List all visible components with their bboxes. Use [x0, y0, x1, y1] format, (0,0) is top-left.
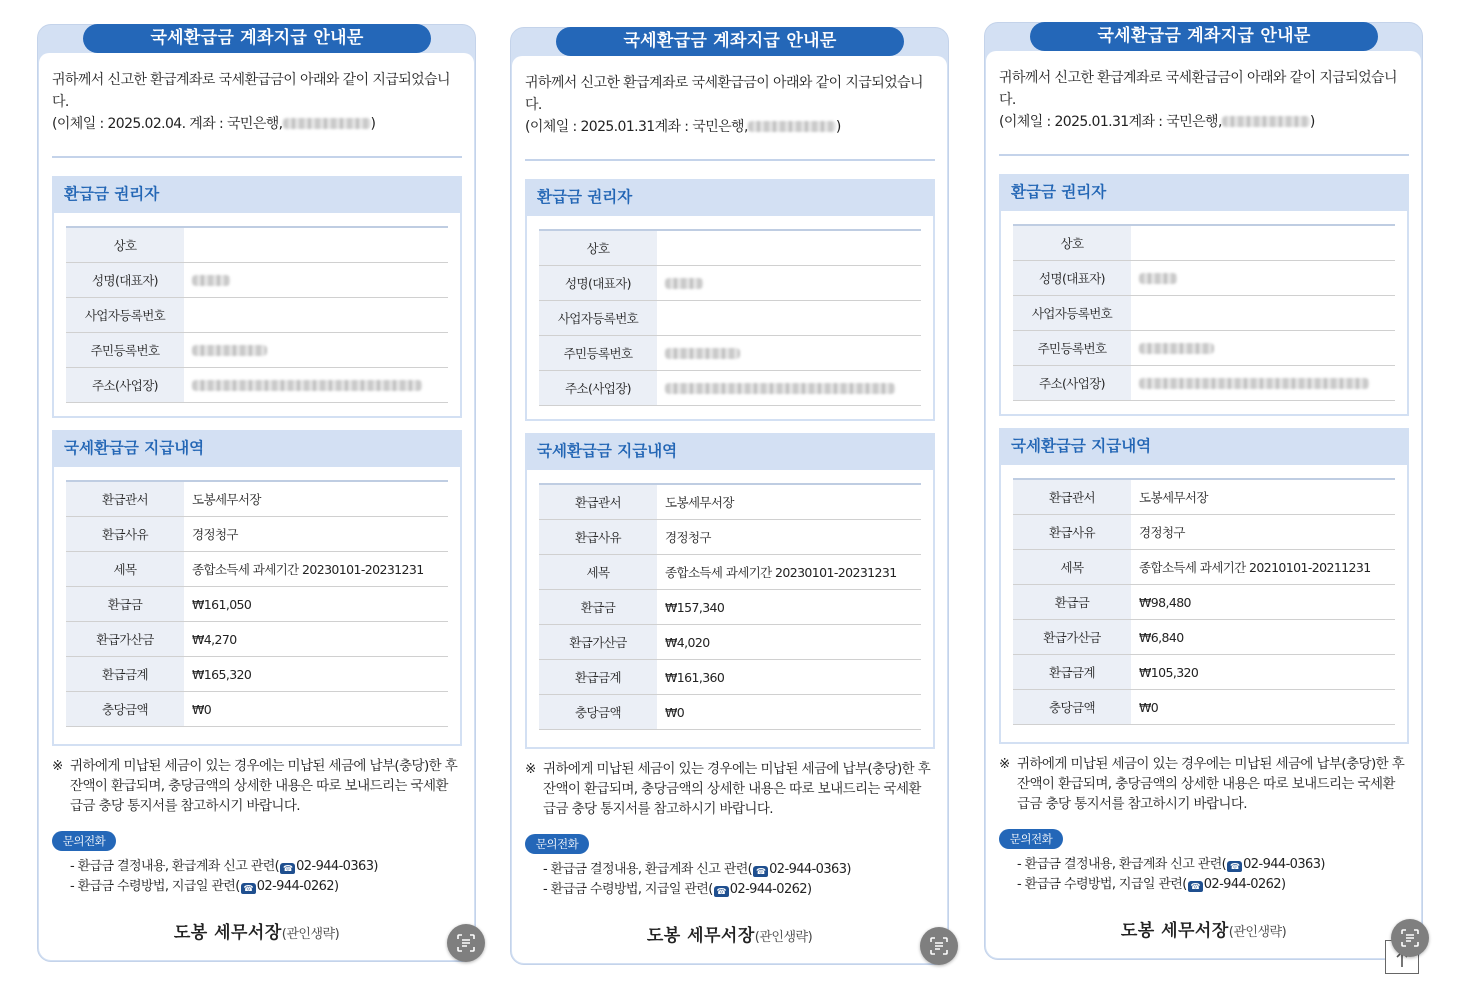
intro-text: 귀하께서 신고한 환급계좌로 국세환급금이 아래와 같이 지급되었습니 — [52, 72, 450, 88]
holder-row — [1013, 225, 1395, 261]
contact-phone: 02-944-0262) — [729, 882, 812, 897]
note-line: 잔액이 환급되며, 충당금액의 상세한 내용은 따로 보내드리는 국세환 — [1017, 776, 1395, 792]
divider — [52, 156, 462, 158]
contact-phone: 02-944-0363) — [296, 859, 378, 874]
payment-row — [66, 552, 448, 587]
row-value: 종합소득세 과세기간 20230101-20231231 — [657, 555, 921, 590]
row-value: ₩4,270 — [184, 622, 448, 657]
redacted-value — [665, 278, 703, 289]
row-label: 세목 — [1013, 550, 1131, 585]
transfer-date-account: (이체일 : 2025.01.31계좌 : 국민은행, — [525, 119, 748, 135]
row-value: ₩98,480 — [1131, 585, 1395, 620]
divider — [999, 154, 1409, 156]
issuing-office — [511, 921, 948, 946]
payment-row — [539, 660, 921, 695]
row-label: 주민등록번호 — [1013, 331, 1131, 366]
transfer-date-account: (이체일 : 2025.02.04. 계좌 : 국민은행, — [52, 116, 283, 132]
redacted-value — [192, 275, 230, 286]
holder-row — [539, 336, 921, 371]
note-mark: ※ — [52, 758, 63, 774]
intro-text-cont: 다. — [999, 92, 1016, 108]
payment-table — [66, 480, 448, 727]
note-line: 귀하에게 미납된 세금이 있는 경우에는 미납된 세금에 납부(충당)한 후 — [1017, 756, 1405, 772]
row-value — [184, 333, 448, 368]
row-value: 경정청구 — [1131, 515, 1395, 550]
transfer-close: ) — [1309, 114, 1315, 130]
note-line: 귀하에게 미납된 세금이 있는 경우에는 미납된 세금에 납부(충당)한 후 — [70, 758, 458, 774]
row-value: 도봉세무서장 — [1131, 479, 1395, 515]
contact-list — [70, 857, 378, 897]
contact-item — [1017, 875, 1325, 895]
scan-text-icon[interactable] — [447, 924, 485, 962]
holder-section — [525, 179, 935, 421]
row-value: ₩4,020 — [657, 625, 921, 660]
payment-row — [1013, 515, 1395, 550]
divider — [525, 159, 935, 161]
holder-row — [66, 263, 448, 298]
scan-text-icon[interactable] — [920, 927, 958, 965]
holder-row — [66, 368, 448, 403]
row-value: 경정청구 — [184, 517, 448, 552]
redacted-account-number — [748, 121, 836, 132]
holder-heading: 환급금 권리자 — [527, 181, 933, 216]
contact-label: - 환급금 수령방법, 지급일 관련( — [70, 879, 240, 894]
row-value: 종합소득세 과세기간 20210101-20211231 — [1131, 550, 1395, 585]
row-value — [1131, 261, 1395, 296]
holder-row — [539, 230, 921, 266]
contact-label: - 환급금 결정내용, 환급계좌 신고 관련( — [70, 859, 280, 874]
row-value — [1131, 331, 1395, 366]
phone-icon: ☎ — [714, 886, 729, 897]
row-label: 환급가산금 — [1013, 620, 1131, 655]
row-value — [1131, 366, 1395, 401]
note-mark: ※ — [999, 756, 1010, 772]
transfer-close: ) — [835, 119, 841, 135]
payment-row — [66, 587, 448, 622]
holder-table — [539, 229, 921, 406]
redacted-value — [192, 345, 267, 356]
payment-row — [66, 657, 448, 692]
row-value: ₩6,840 — [1131, 620, 1395, 655]
intro-text: 귀하께서 신고한 환급계좌로 국세환급금이 아래와 같이 지급되었습니 — [999, 70, 1397, 86]
intro-text: 귀하께서 신고한 환급계좌로 국세환급금이 아래와 같이 지급되었습니 — [525, 75, 923, 91]
transfer-date-account: (이체일 : 2025.01.31계좌 : 국민은행, — [999, 114, 1222, 130]
issuing-office — [985, 916, 1422, 941]
contact-list — [1017, 855, 1325, 895]
row-label: 환급금 — [539, 590, 657, 625]
contact-list — [543, 860, 851, 900]
payment-row — [66, 622, 448, 657]
payment-row — [539, 625, 921, 660]
payment-row — [539, 695, 921, 730]
intro-text-cont: 다. — [525, 97, 542, 113]
notice-title: 국세환급금 계좌지급 안내문 — [556, 27, 904, 56]
holder-row — [539, 371, 921, 406]
row-label: 주소(사업장) — [1013, 366, 1131, 401]
note-line: 잔액이 환급되며, 충당금액의 상세한 내용은 따로 보내드리는 국세환 — [543, 781, 921, 797]
note-line: 급금 충당 통지서를 참고하시기 바랍니다. — [543, 801, 773, 817]
phone-icon: ☎ — [753, 866, 768, 877]
payment-heading: 국세환급금 지급내역 — [1001, 430, 1407, 465]
row-value: 도봉세무서장 — [657, 484, 921, 520]
row-value — [184, 368, 448, 403]
holder-row — [66, 227, 448, 263]
row-value: 도봉세무서장 — [184, 481, 448, 517]
holder-section — [52, 176, 462, 418]
payment-row — [66, 517, 448, 552]
contact-label: - 환급금 수령방법, 지급일 관련( — [543, 882, 713, 897]
row-label: 사업자등록번호 — [539, 301, 657, 336]
issuing-office — [38, 918, 475, 943]
note-mark: ※ — [525, 761, 536, 777]
contact-phone: 02-944-0363) — [769, 862, 851, 877]
scan-text-icon[interactable] — [1391, 919, 1429, 957]
phone-icon: ☎ — [1188, 881, 1203, 892]
row-label: 충당금액 — [66, 692, 184, 727]
payment-row — [1013, 690, 1395, 725]
row-label: 상호 — [1013, 225, 1131, 261]
row-value: ₩0 — [657, 695, 921, 730]
holder-row — [1013, 366, 1395, 401]
row-label: 충당금액 — [539, 695, 657, 730]
holder-table — [1013, 224, 1395, 401]
holder-section — [999, 174, 1409, 416]
refund-note — [52, 756, 467, 816]
refund-note — [525, 759, 940, 819]
payment-heading: 국세환급금 지급내역 — [527, 435, 933, 470]
row-value — [1131, 296, 1395, 331]
note-line: 잔액이 환급되며, 충당금액의 상세한 내용은 따로 보내드리는 국세환 — [70, 778, 448, 794]
refund-note — [999, 754, 1414, 814]
row-value: 경정청구 — [657, 520, 921, 555]
row-label: 주소(사업장) — [66, 368, 184, 403]
transfer-info — [999, 111, 1411, 133]
row-value: ₩0 — [184, 692, 448, 727]
row-value: ₩157,340 — [657, 590, 921, 625]
row-value — [184, 263, 448, 298]
transfer-close: ) — [370, 116, 376, 132]
row-label: 환급관서 — [1013, 479, 1131, 515]
redacted-value — [665, 383, 895, 394]
row-label: 주민등록번호 — [539, 336, 657, 371]
redacted-value — [665, 348, 740, 359]
contact-label: - 환급금 결정내용, 환급계좌 신고 관련( — [543, 862, 753, 877]
payment-section — [52, 430, 462, 746]
payment-row — [1013, 550, 1395, 585]
row-label: 상호 — [539, 230, 657, 266]
contact-phone: 02-944-0262) — [1203, 877, 1286, 892]
redacted-value — [1139, 378, 1369, 389]
row-value: ₩161,360 — [657, 660, 921, 695]
row-value — [1131, 225, 1395, 261]
notice-title: 국세환급금 계좌지급 안내문 — [83, 24, 431, 53]
notice-card — [510, 27, 949, 965]
notice-intro — [999, 67, 1411, 133]
row-label: 주소(사업장) — [539, 371, 657, 406]
note-line: 급금 충당 통지서를 참고하시기 바랍니다. — [70, 798, 300, 814]
row-label: 환급관서 — [539, 484, 657, 520]
row-label: 환급금계 — [1013, 655, 1131, 690]
payment-row — [539, 520, 921, 555]
row-label: 환급사유 — [539, 520, 657, 555]
note-text — [70, 756, 467, 816]
phone-icon: ☎ — [241, 883, 256, 894]
row-value — [184, 227, 448, 263]
payment-row — [1013, 585, 1395, 620]
row-label: 성명(대표자) — [1013, 261, 1131, 296]
notice-card — [984, 22, 1423, 960]
holder-row — [1013, 296, 1395, 331]
row-value: ₩165,320 — [184, 657, 448, 692]
row-label: 성명(대표자) — [66, 263, 184, 298]
row-value: ₩161,050 — [184, 587, 448, 622]
holder-row — [539, 301, 921, 336]
seal-omitted-note: (관인생략) — [1228, 925, 1287, 940]
row-label: 사업자등록번호 — [1013, 296, 1131, 331]
holder-row — [539, 266, 921, 301]
contact-badge: 문의전화 — [525, 834, 589, 854]
holder-row — [1013, 331, 1395, 366]
row-value — [657, 301, 921, 336]
contact-item — [70, 857, 378, 877]
row-value: ₩105,320 — [1131, 655, 1395, 690]
contact-phone: 02-944-0262) — [256, 879, 339, 894]
row-value — [184, 298, 448, 333]
notice-intro — [52, 69, 464, 135]
payment-row — [66, 481, 448, 517]
redacted-value — [1139, 273, 1177, 284]
notice-card — [37, 24, 476, 962]
note-line: 귀하에게 미납된 세금이 있는 경우에는 미납된 세금에 납부(충당)한 후 — [543, 761, 931, 777]
redacted-account-number — [283, 118, 371, 129]
payment-row — [539, 555, 921, 590]
row-label: 사업자등록번호 — [66, 298, 184, 333]
holder-heading: 환급금 권리자 — [54, 178, 460, 213]
office-name: 도봉 세무서장 — [646, 926, 755, 946]
contact-label: - 환급금 수령방법, 지급일 관련( — [1017, 877, 1187, 892]
contact-item — [543, 880, 851, 900]
row-label: 세목 — [539, 555, 657, 590]
note-text — [1017, 754, 1414, 814]
row-label: 환급금 — [1013, 585, 1131, 620]
row-label: 환급금계 — [539, 660, 657, 695]
notice-intro — [525, 72, 937, 138]
contact-badge: 문의전화 — [999, 829, 1063, 849]
office-name: 도봉 세무서장 — [1120, 921, 1229, 941]
contact-item — [1017, 855, 1325, 875]
payment-table — [1013, 478, 1395, 725]
row-label: 환급가산금 — [66, 622, 184, 657]
contact-label: - 환급금 결정내용, 환급계좌 신고 관련( — [1017, 857, 1227, 872]
row-label: 성명(대표자) — [539, 266, 657, 301]
row-label: 충당금액 — [1013, 690, 1131, 725]
payment-row — [1013, 479, 1395, 515]
holder-row — [1013, 261, 1395, 296]
contact-phone: 02-944-0363) — [1243, 857, 1325, 872]
notice-title: 국세환급금 계좌지급 안내문 — [1030, 22, 1378, 51]
payment-section — [999, 428, 1409, 744]
row-label: 주민등록번호 — [66, 333, 184, 368]
seal-omitted-note: (관인생략) — [754, 930, 813, 945]
row-value: ₩0 — [1131, 690, 1395, 725]
row-label: 환급사유 — [66, 517, 184, 552]
phone-icon: ☎ — [280, 863, 295, 874]
redacted-account-number — [1222, 116, 1310, 127]
row-value — [657, 371, 921, 406]
payment-row — [1013, 655, 1395, 690]
payment-heading: 국세환급금 지급내역 — [54, 432, 460, 467]
payment-row — [66, 692, 448, 727]
contact-item — [543, 860, 851, 880]
intro-text-cont: 다. — [52, 94, 69, 110]
row-label: 환급금계 — [66, 657, 184, 692]
holder-row — [66, 298, 448, 333]
row-value — [657, 266, 921, 301]
seal-omitted-note: (관인생략) — [281, 927, 340, 942]
phone-icon: ☎ — [1227, 861, 1242, 872]
note-text — [543, 759, 940, 819]
note-line: 급금 충당 통지서를 참고하시기 바랍니다. — [1017, 796, 1247, 812]
row-label: 환급금 — [66, 587, 184, 622]
payment-table — [539, 483, 921, 730]
contact-item — [70, 877, 378, 897]
redacted-value — [192, 380, 422, 391]
row-value — [657, 230, 921, 266]
payment-row — [1013, 620, 1395, 655]
payment-row — [539, 590, 921, 625]
row-label: 환급가산금 — [539, 625, 657, 660]
holder-row — [66, 333, 448, 368]
holder-table — [66, 226, 448, 403]
row-label: 상호 — [66, 227, 184, 263]
payment-section — [525, 433, 935, 749]
contact-badge: 문의전화 — [52, 831, 116, 851]
row-label: 세목 — [66, 552, 184, 587]
row-label: 환급관서 — [66, 481, 184, 517]
row-value: 종합소득세 과세기간 20230101-20231231 — [184, 552, 448, 587]
row-value — [657, 336, 921, 371]
transfer-info — [525, 116, 937, 138]
holder-heading: 환급금 권리자 — [1001, 176, 1407, 211]
office-name: 도봉 세무서장 — [173, 923, 282, 943]
row-label: 환급사유 — [1013, 515, 1131, 550]
payment-row — [539, 484, 921, 520]
transfer-info — [52, 113, 464, 135]
redacted-value — [1139, 343, 1214, 354]
